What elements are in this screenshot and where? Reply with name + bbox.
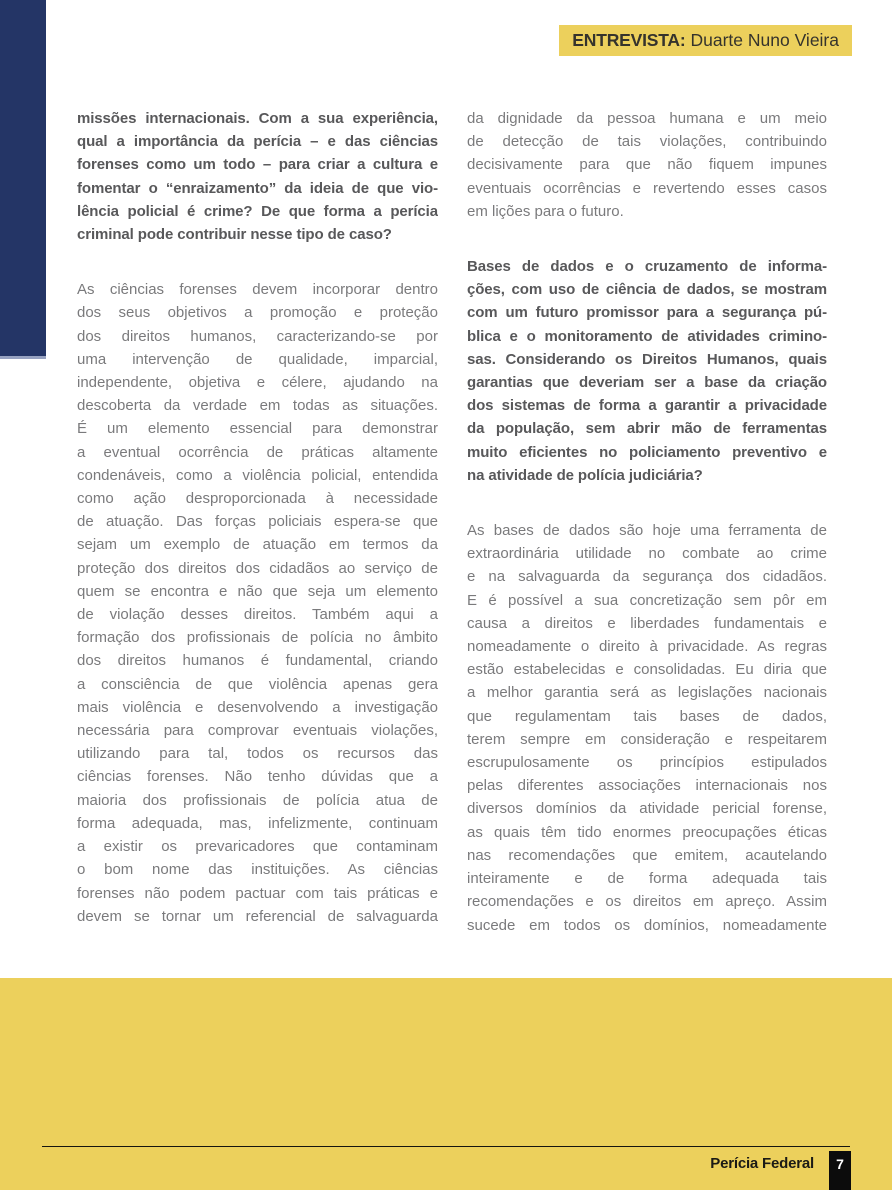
text-line: como ação desproporcionada à necessidade: [77, 490, 438, 508]
text-line: qual a importância da perícia – e das ciências: [77, 133, 438, 151]
text-line: criminal pode contribuir nesse tipo de caso?: [77, 226, 392, 244]
text-line: escrupulosamente os princípios estipulados: [467, 754, 827, 772]
text-line: de atuação. Das forças policiais espera-se que: [77, 513, 438, 531]
interview-header-badge: [559, 25, 852, 56]
page-number-badge: [829, 1151, 851, 1190]
text-line: dos direitos humanos é fundamental, criando: [77, 652, 438, 670]
text-line: na atividade de polícia judiciária?: [467, 466, 703, 484]
text-line: a melhor garantia será as legislações nacionais: [467, 684, 827, 702]
text-line: dos sistemas de forma a garantir a privacidade: [467, 397, 827, 415]
text-line: forenses não podem pactuar com tais práticas e: [77, 884, 438, 902]
text-line: de detecção de tais violações, contribuindo: [467, 133, 827, 151]
interview-answer-1: [77, 278, 438, 928]
badge-interviewee-name: Duarte Nuno Vieira: [690, 30, 839, 50]
text-line: condenáveis, como a violência policial, entendida: [77, 466, 438, 484]
text-line: muito eficientes no policiamento preventivo e: [467, 443, 827, 461]
interview-answer-1-continued: [467, 107, 827, 223]
text-line: devem se tornar um referencial de salvaguarda: [77, 907, 438, 925]
text-line: causa a direitos e liberdades fundamentais e: [467, 614, 827, 632]
text-line: ciências forenses. Não tenho dúvidas que a: [77, 768, 438, 786]
text-line: diversos domínios da atividade pericial forense,: [467, 800, 827, 818]
text-line: missões internacionais. Com a sua experiência,: [77, 110, 438, 127]
text-line: descoberta da verdade em todas as situações.: [77, 397, 438, 415]
text-line: decisivamente para que não fiquem impunes: [467, 156, 827, 174]
text-line: da população, sem abrir mão de ferramentas: [467, 420, 827, 438]
text-line: blica e o monitoramento de atividades crimino-: [467, 327, 827, 345]
text-line: terem sempre em consideração e respeitarem: [467, 730, 827, 748]
footer-divider-line: [42, 1146, 850, 1147]
text-line: a consciência de que violência apenas gera: [77, 675, 438, 693]
text-line: garantias que deveriam ser a base da criação: [467, 374, 827, 392]
text-line: E é possível a sua concretização sem pôr em: [467, 591, 827, 609]
text-line: sejam um exemplo de atuação em termos da: [77, 536, 438, 554]
text-line: que regulamentam tais bases de dados,: [467, 707, 827, 725]
text-line: estão estabelecidas e consolidadas. Eu diria que: [467, 661, 827, 679]
navy-accent-bar: [0, 0, 46, 359]
text-line: Bases de dados e o cruzamento de informa-: [467, 258, 827, 276]
text-line: pelas diferentes associações internacionais nos: [467, 777, 827, 795]
page-number: 7: [836, 1156, 844, 1172]
badge-section-label: ENTREVISTA:: [572, 30, 686, 50]
text-line: inteiramente e de forma adequada tais: [467, 870, 827, 888]
text-line: mais violência e desenvolvendo a investigação: [77, 698, 438, 716]
right-text-column: [467, 107, 827, 937]
text-line: forenses como um todo – para criar a cultura e: [77, 156, 438, 174]
footer-yellow-band: [0, 978, 892, 1190]
text-line: maioria dos profissionais de polícia atua de: [77, 791, 438, 809]
text-line: dos seus objetivos a promoção e proteção: [77, 304, 438, 322]
text-line: o bom nome das instituições. As ciências: [77, 861, 438, 879]
text-line: de violação desses direitos. Também aqui a: [77, 606, 438, 624]
text-line: necessária para comprovar eventuais violações,: [77, 722, 438, 740]
text-line: da dignidade da pessoa humana e um meio: [467, 110, 827, 127]
interview-question-2: [467, 255, 827, 487]
text-line: nas recomendações que emitem, acautelando: [467, 846, 827, 864]
text-line: As ciências forenses devem incorporar dentro: [77, 281, 438, 299]
text-line: As bases de dados são hoje uma ferramenta de: [467, 522, 827, 540]
text-line: forma adequada, mas, infelizmente, continuam: [77, 814, 438, 832]
text-line: em lições para o futuro.: [467, 202, 624, 220]
publication-name: Perícia Federal: [710, 1155, 814, 1172]
text-line: as quais têm tido enormes preocupações éticas: [467, 823, 827, 841]
left-text-column: [77, 107, 438, 928]
text-line: formação dos profissionais de polícia no âmbito: [77, 629, 438, 647]
text-line: nomeadamente o direito à privacidade. As regras: [467, 638, 827, 656]
interview-question-1: [77, 107, 438, 246]
text-line: extraordinária utilidade no combate ao crime: [467, 545, 827, 563]
text-line: a eventual ocorrência de práticas altamente: [77, 443, 438, 461]
text-line: eventuais ocorrências e revertendo esses casos: [467, 179, 827, 197]
text-line: e na salvaguarda da segurança dos cidadãos.: [467, 568, 827, 586]
text-line: proteção dos direitos dos cidadãos ao serviço de: [77, 559, 438, 577]
text-line: lência policial é crime? De que forma a perícia: [77, 202, 438, 220]
text-line: quem se encontra e não que seja um elemento: [77, 582, 438, 600]
text-line: É um elemento essencial para demonstrar: [77, 420, 438, 438]
text-line: fomentar o “enraizamento” da ideia de que vio-: [77, 179, 438, 197]
text-line: sucede em todos os domínios, nomeadamente: [467, 916, 827, 934]
interview-answer-2: [467, 519, 827, 937]
text-line: com um futuro promissor para a segurança pú-: [467, 304, 827, 322]
text-line: utilizando para tal, todos os recursos das: [77, 745, 438, 763]
text-line: recomendações e os direitos em apreço. Assim: [467, 893, 827, 911]
text-line: sas. Considerando os Direitos Humanos, quais: [467, 350, 827, 368]
text-line: a existir os prevaricadores que contaminam: [77, 838, 438, 856]
text-line: uma intervenção de qualidade, imparcial,: [77, 350, 438, 368]
text-line: ções, com uso de ciência de dados, se mostram: [467, 281, 827, 299]
text-line: independente, objetiva e célere, ajudando na: [77, 374, 438, 392]
text-line: dos direitos humanos, caracterizando-se por: [77, 327, 438, 345]
